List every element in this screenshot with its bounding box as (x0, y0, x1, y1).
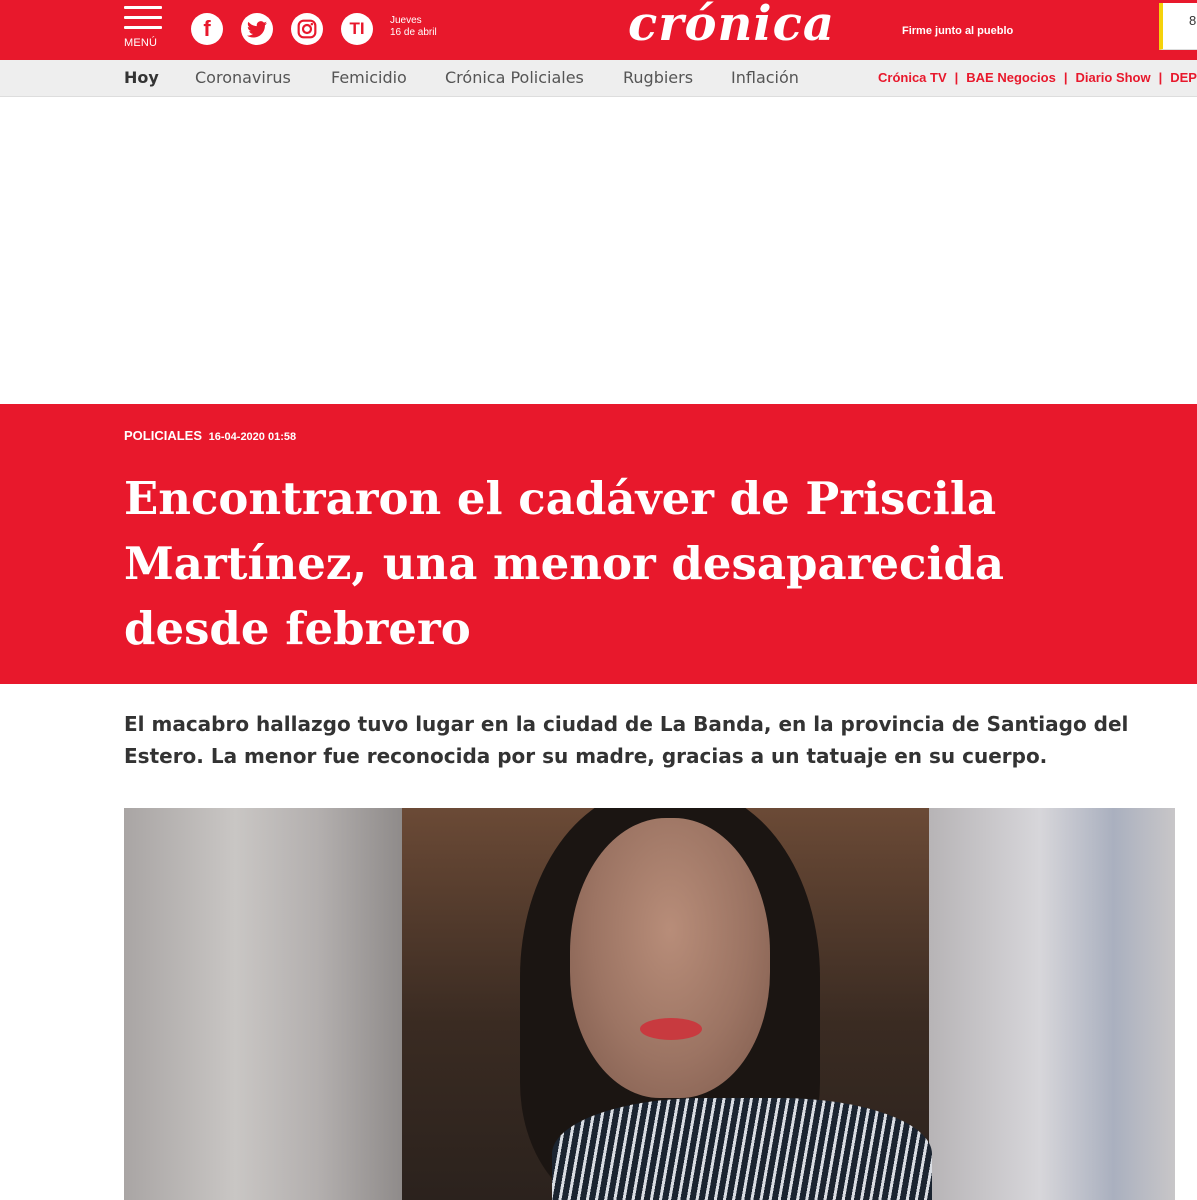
nav-item-inflacion[interactable]: Inflación (731, 68, 799, 87)
facebook-icon[interactable] (191, 13, 223, 45)
article-meta (124, 428, 296, 443)
instagram-camera-icon (297, 19, 317, 39)
divider: | (954, 70, 959, 85)
photo-face (570, 818, 770, 1098)
article-photo[interactable] (124, 808, 1175, 1200)
photo-portrait (402, 808, 929, 1200)
nav-item-cronica-policiales[interactable]: Crónica Policiales (445, 68, 584, 87)
nav-item-hoy[interactable]: Hoy (124, 68, 159, 87)
date-full: 16 de abril (390, 27, 437, 38)
link-cronica-tv[interactable]: Crónica TV (878, 70, 947, 85)
instagram-icon[interactable] (291, 13, 323, 45)
date-display (390, 15, 437, 39)
menu-button[interactable] (124, 6, 164, 52)
article-datetime: 16-04-2020 01:58 (208, 431, 297, 443)
hamburger-icon-bar (124, 16, 162, 19)
top-header (0, 0, 1197, 60)
external-links (878, 70, 1197, 85)
site-slogan: Firme junto al pueblo (902, 25, 1014, 37)
photo-blurred-left (124, 808, 402, 1200)
link-dep[interactable]: DEP (1170, 70, 1197, 85)
divider: | (1063, 70, 1068, 85)
hamburger-icon-bar (124, 26, 162, 29)
article-headline: Encontraron el cadáver de Priscila Martínez, una menor desaparecida desde febrero (124, 472, 1005, 655)
divider: | (1158, 70, 1163, 85)
article-summary: El macabro hallazgo tuvo lugar en la ciudad de La Banda, en la provincia de Santiago del Estero. La menor fue reconocida por su madre, gracias a un tatuaje en su cuerpo. (124, 712, 1129, 768)
nav-item-femicidio[interactable]: Femicidio (331, 68, 407, 87)
section-label[interactable]: POLICIALES (124, 428, 203, 443)
facebook-glyph: f (203, 16, 211, 41)
corner-widget[interactable] (1159, 3, 1197, 50)
hamburger-icon (124, 6, 162, 9)
corner-widget-text: 8 (1189, 13, 1197, 28)
photo-lips (640, 1018, 702, 1040)
twitter-bird-icon (247, 21, 267, 38)
nav-item-rugbiers[interactable]: Rugbiers (623, 68, 694, 87)
menu-label: MENÚ (124, 37, 158, 49)
headline-block (0, 404, 1197, 684)
link-diario-show[interactable]: Diario Show (1075, 70, 1151, 85)
nav-bar (0, 60, 1197, 97)
photo-blurred-right (929, 808, 1175, 1200)
photo-shirt (552, 1098, 932, 1200)
tiktok-glyph: TI (349, 19, 365, 38)
twitter-icon[interactable] (241, 13, 273, 45)
date-day: Jueves (390, 15, 422, 26)
nav-item-coronavirus[interactable]: Coronavirus (195, 68, 291, 87)
link-bae-negocios[interactable]: BAE Negocios (966, 70, 1056, 85)
ad-space (0, 97, 1197, 404)
site-logo[interactable]: crónica (628, 0, 835, 52)
tiktok-icon[interactable] (341, 13, 373, 45)
